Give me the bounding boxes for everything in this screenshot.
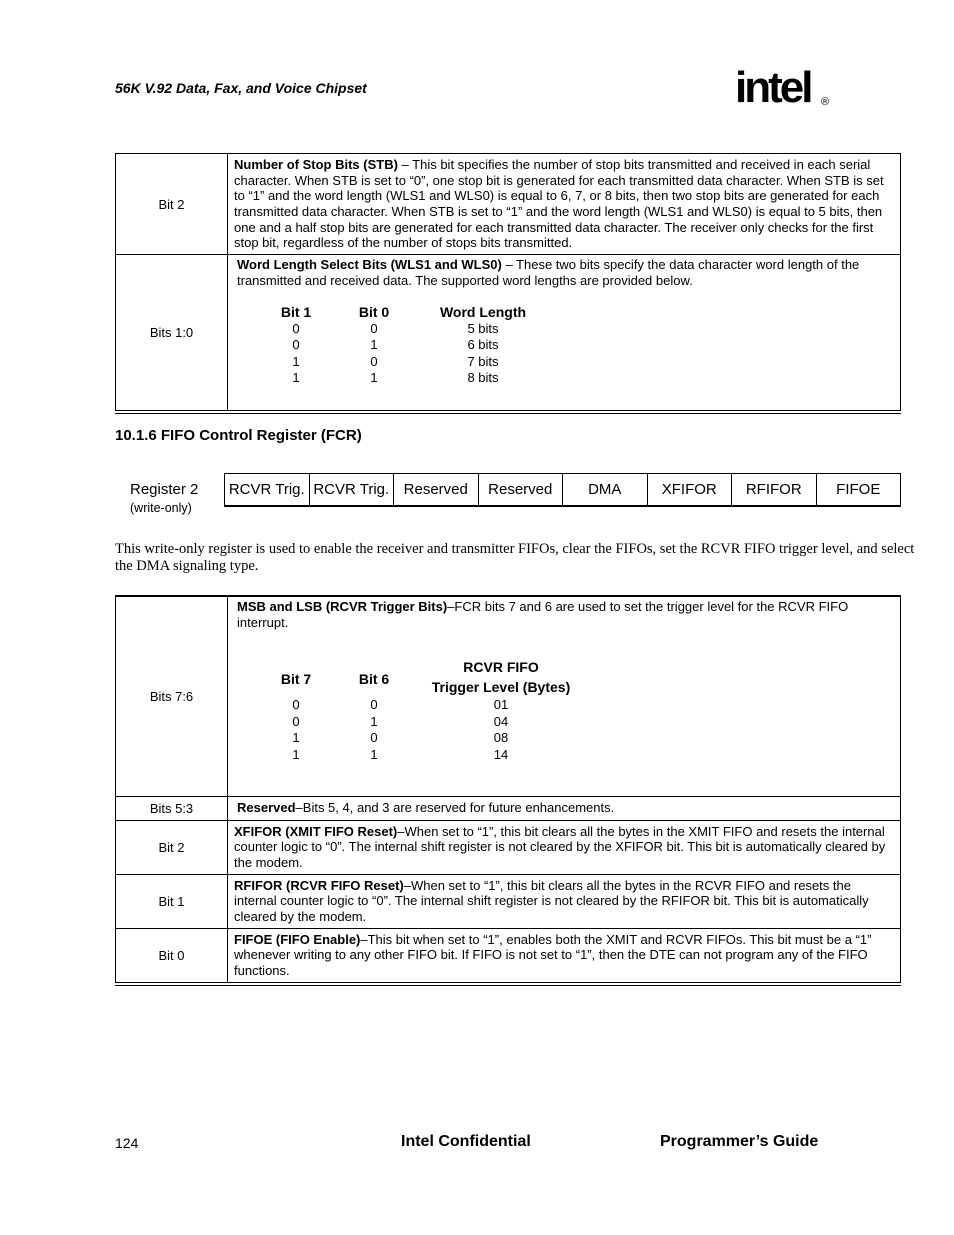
page-number: 124	[115, 1135, 139, 1151]
col-header-line: RCVR FIFO	[463, 659, 539, 676]
footer-confidential: Intel Confidential	[401, 1133, 531, 1150]
trigger-level-table	[257, 657, 589, 763]
bit-title: FIFOE (FIFO Enable)	[234, 931, 361, 947]
fcr-bits-table	[115, 595, 901, 983]
table-row	[257, 337, 553, 354]
bit-text: – These two bits specify the data character word length of the transmitted and received data. The supported word lengths are provided below.	[237, 257, 860, 288]
cell: 0	[292, 697, 300, 713]
table-rule	[115, 413, 901, 414]
table-row	[116, 820, 901, 874]
footer-guide-title: Programmer’s Guide	[660, 1133, 819, 1150]
bit-label: Bit 2	[116, 154, 228, 255]
bit-description	[228, 255, 901, 411]
cell: 0	[292, 713, 300, 729]
cell: 1	[292, 746, 300, 762]
col-header: Word Length	[439, 304, 527, 321]
table-row	[257, 370, 553, 387]
register-description: This write-only register is used to enable the receiver and transmitter FIFOs, clear the FIFOs, set the RCVR FIFO trigger level, and select the DMA signaling type.	[115, 541, 915, 574]
reg-bit-2: XFIFOR	[647, 474, 732, 505]
reg-bit-0: FIFOE	[816, 474, 901, 505]
cell: 0	[370, 730, 378, 746]
bit-description	[228, 154, 901, 255]
cell: 6 bits	[467, 337, 499, 353]
table-row	[257, 354, 553, 371]
table-rule	[115, 985, 901, 986]
table-row	[257, 747, 589, 764]
bit-text: –Bits 5, 4, and 3 are reserved for future enhancements.	[295, 800, 615, 816]
col-header: Bit 1	[280, 304, 312, 321]
cell: 0	[370, 320, 378, 336]
register-label: Register 2	[130, 481, 199, 498]
cell: 0	[292, 337, 300, 353]
reg-bit-7: RCVR Trig.	[228, 481, 305, 498]
cell: 7 bits	[467, 353, 499, 369]
cell: 1	[370, 370, 378, 386]
bit-label: Bits 7:6	[116, 596, 228, 796]
bit-text: – This bit specifies the number of stop bits transmitted and received in each serial character. When STB is set to “0”, one stop bit is generated for each transmitted data character. When STB is set to “1” and the word length (WLS1 and WLS0) is equal to 6, 7, or 8 bits, then two stop bits are generated for each transmitted data character. When STB is set to “1” and the word length (WLS1 and WLS0) is equal to 5 bits, then one and a half stop bits are generated for each transmitted data character. The receiver only checks for the first stop bit, regardless of the number of stops bits transmitted.	[234, 157, 884, 251]
reg-bit-1: RFIFOR	[731, 474, 816, 505]
bit-text: –This bit when set to “1”, enables both the XMIT and RCVR FIFOs. This bit must be a “1” whenever writing to any other FIFO bit. If FIFO is not set to “1”, then the DTE can not program any of the FIFO functions.	[234, 931, 872, 978]
cell: 0	[370, 697, 378, 713]
bit-text: –FCR bits 7 and 6 are used to set the trigger level for the RCVR FIFO interrupt.	[237, 599, 849, 630]
bit-title: MSB and LSB (RCVR Trigger Bits)	[237, 599, 448, 614]
bit-title: Reserved	[237, 800, 296, 816]
document-title: 56K V.92 Data, Fax, and Voice Chipset	[115, 80, 367, 96]
bit-label: Bits 1:0	[116, 255, 228, 411]
cell: 0	[370, 353, 378, 369]
word-length-table	[257, 305, 553, 387]
bit-text: –When set to “1”, this bit clears all the bytes in the RCVR FIFO and resets the internal counter logic to “0”. The internal shift register is not cleared by the RFIFOR bit. This bit is automatically cleared by the modem.	[234, 877, 869, 924]
bit-label: Bit 1	[116, 874, 228, 928]
cell: 8 bits	[467, 370, 499, 386]
table-row	[116, 796, 901, 820]
col-header	[413, 657, 589, 697]
bit-title: Word Length Select Bits (WLS1 and WLS0)	[237, 257, 502, 272]
intel-logo	[733, 60, 843, 120]
register-access: (write-only)	[130, 501, 192, 515]
cell: 08	[493, 730, 509, 746]
bit-description	[228, 796, 901, 820]
bit-description	[228, 928, 901, 982]
bit-description	[228, 596, 901, 796]
table-row	[257, 697, 589, 714]
table-row	[257, 321, 553, 338]
col-header: Bit 7	[280, 670, 312, 687]
table-row	[257, 730, 589, 747]
cell: 1	[292, 370, 300, 386]
cell: 5 bits	[467, 320, 499, 336]
col-header: Bit 0	[358, 304, 390, 321]
col-header-line: Trigger Level (Bytes)	[431, 679, 571, 696]
cell: 1	[370, 337, 378, 353]
reg-bit-6: RCVR Trig.	[309, 474, 394, 505]
cell: 14	[493, 746, 509, 762]
bit-title: Number of Stop Bits (STB)	[234, 157, 398, 173]
table-row	[116, 874, 901, 928]
cell: 01	[493, 697, 509, 713]
reg-bit-4: Reserved	[478, 474, 563, 505]
cell: 04	[493, 713, 509, 729]
registered-mark: ®	[821, 96, 830, 108]
cell: 1	[370, 713, 378, 729]
bit-description	[228, 874, 901, 928]
bit-text: –When set to “1”, this bit clears all the bytes in the XMIT FIFO and resets the internal counter logic to “0”. The internal shift register is not cleared by the XFIFOR bit. This bit is automatically cleared by the modem.	[234, 823, 886, 870]
lcr-bits-table	[115, 153, 901, 411]
bit-label: Bit 0	[116, 928, 228, 982]
col-header: Bit 6	[358, 670, 390, 687]
bit-label: Bit 2	[116, 820, 228, 874]
logo-wordmark: intel	[735, 63, 811, 112]
bit-title: XFIFOR (XMIT FIFO Reset)	[234, 823, 398, 839]
cell: 0	[292, 320, 300, 336]
bit-description	[228, 820, 901, 874]
bit-label: Bits 5:3	[116, 796, 228, 820]
table-row	[116, 596, 901, 796]
reg-bit-5: Reserved	[393, 474, 478, 505]
cell: 1	[370, 746, 378, 762]
bit-title: RFIFOR (RCVR FIFO Reset)	[234, 877, 404, 893]
register-bit-map	[224, 473, 901, 507]
table-row	[116, 154, 901, 255]
table-row	[257, 714, 589, 731]
table-row	[116, 255, 901, 411]
cell: 1	[292, 353, 300, 369]
cell: 1	[292, 730, 300, 746]
table-row	[116, 928, 901, 982]
reg-bit-3: DMA	[562, 474, 647, 505]
section-heading: 10.1.6 FIFO Control Register (FCR)	[115, 427, 362, 444]
